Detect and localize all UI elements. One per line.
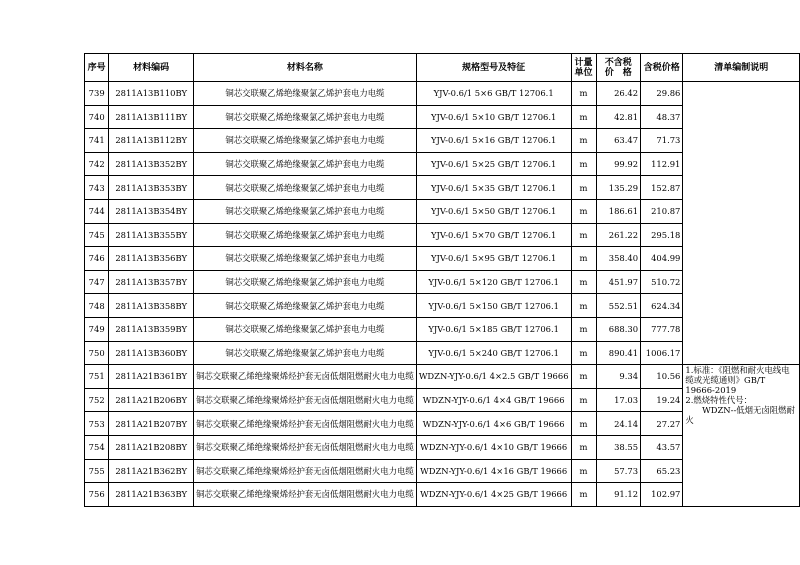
cell-unit: m xyxy=(571,388,596,412)
cell-code: 2811A21B363BY xyxy=(109,483,194,507)
cell-spec: WDZN-YJY-0.6/1 4×4 GB/T 19666 xyxy=(416,388,571,412)
cell-price-ex-tax: 91.12 xyxy=(596,483,641,507)
cell-spec: WDZN-YJY-0.6/1 4×16 GB/T 19666 xyxy=(416,459,571,483)
cell-price-inc-tax: 19.24 xyxy=(641,388,683,412)
cell-seq: 746 xyxy=(85,247,109,271)
header-spec: 规格型号及特征 xyxy=(416,54,571,82)
header-unit-line2: 单位 xyxy=(574,67,593,78)
cell-price-ex-tax: 688.30 xyxy=(596,317,641,341)
cell-code: 2811A13B360BY xyxy=(109,341,194,365)
notes-line3: WDZN--低烟无卤阻燃耐火 xyxy=(685,405,795,426)
cell-name: 铜芯交联聚乙烯绝缘聚氯乙烯护套电力电缆 xyxy=(194,317,417,341)
cell-code: 2811A21B362BY xyxy=(109,459,194,483)
cell-price-inc-tax: 112.91 xyxy=(641,152,683,176)
cell-code: 2811A13B357BY xyxy=(109,270,194,294)
cell-spec: YJV-0.6/1 5×50 GB/T 12706.1 xyxy=(416,199,571,223)
cell-price-ex-tax: 17.03 xyxy=(596,388,641,412)
header-seq: 序号 xyxy=(85,54,109,82)
cell-spec: YJV-0.6/1 5×150 GB/T 12706.1 xyxy=(416,294,571,318)
table-body xyxy=(85,82,800,507)
cell-name: 铜芯交联聚乙烯绝缘聚烯烃护套无卤低烟阻燃耐火电力电缆 xyxy=(194,483,417,507)
cell-unit: m xyxy=(571,270,596,294)
header-notes: 清单编制说明 xyxy=(683,54,800,82)
cell-seq: 755 xyxy=(85,459,109,483)
cell-unit: m xyxy=(571,129,596,153)
cell-spec: WDZN-YJY-0.6/1 4×2.5 GB/T 19666 xyxy=(416,365,571,389)
cell-code: 2811A21B207BY xyxy=(109,412,194,436)
cell-price-inc-tax: 102.97 xyxy=(641,483,683,507)
cell-name: 铜芯交联聚乙烯绝缘聚氯乙烯护套电力电缆 xyxy=(194,152,417,176)
cell-price-inc-tax: 152.87 xyxy=(641,176,683,200)
cell-spec: WDZN-YJY-0.6/1 4×10 GB/T 19666 xyxy=(416,435,571,459)
cell-unit: m xyxy=(571,483,596,507)
header-unit xyxy=(571,54,596,82)
cell-unit: m xyxy=(571,412,596,436)
header-price-ex-tax xyxy=(596,54,641,82)
cell-seq: 753 xyxy=(85,412,109,436)
cell-price-inc-tax: 65.23 xyxy=(641,459,683,483)
cell-seq: 750 xyxy=(85,341,109,365)
cell-name: 铜芯交联聚乙烯绝缘聚氯乙烯护套电力电缆 xyxy=(194,270,417,294)
cell-price-ex-tax: 890.41 xyxy=(596,341,641,365)
cell-spec: YJV-0.6/1 5×25 GB/T 12706.1 xyxy=(416,152,571,176)
cell-name: 铜芯交联聚乙烯绝缘聚氯乙烯护套电力电缆 xyxy=(194,176,417,200)
cell-spec: WDZN-YJY-0.6/1 4×25 GB/T 19666 xyxy=(416,483,571,507)
cell-seq: 745 xyxy=(85,223,109,247)
cell-price-ex-tax: 261.22 xyxy=(596,223,641,247)
cell-unit: m xyxy=(571,152,596,176)
cell-price-inc-tax: 1006.17 xyxy=(641,341,683,365)
cell-name: 铜芯交联聚乙烯绝缘聚氯乙烯护套电力电缆 xyxy=(194,82,417,106)
header-name: 材料名称 xyxy=(194,54,417,82)
header-code: 材料编码 xyxy=(109,54,194,82)
notes-cell xyxy=(683,365,800,507)
cell-spec: YJV-0.6/1 5×240 GB/T 12706.1 xyxy=(416,341,571,365)
cell-unit: m xyxy=(571,105,596,129)
cell-name: 铜芯交联聚乙烯绝缘聚氯乙烯护套电力电缆 xyxy=(194,223,417,247)
cell-price-inc-tax: 295.18 xyxy=(641,223,683,247)
cell-seq: 742 xyxy=(85,152,109,176)
cell-name: 铜芯交联聚乙烯绝缘聚氯乙烯护套电力电缆 xyxy=(194,294,417,318)
header-row xyxy=(85,54,800,82)
cell-code: 2811A13B359BY xyxy=(109,317,194,341)
cell-price-ex-tax: 358.40 xyxy=(596,247,641,271)
header-price-ex-tax-line2: 价 格 xyxy=(604,67,632,78)
cell-name: 铜芯交联聚乙烯绝缘聚氯乙烯护套电力电缆 xyxy=(194,341,417,365)
cell-name: 铜芯交联聚乙烯绝缘聚氯乙烯护套电力电缆 xyxy=(194,105,417,129)
price-list-table xyxy=(84,53,800,507)
cell-seq: 740 xyxy=(85,105,109,129)
cell-unit: m xyxy=(571,294,596,318)
cell-spec: YJV-0.6/1 5×16 GB/T 12706.1 xyxy=(416,129,571,153)
cell-unit: m xyxy=(571,365,596,389)
cell-spec: YJV-0.6/1 5×95 GB/T 12706.1 xyxy=(416,247,571,271)
cell-code: 2811A13B354BY xyxy=(109,199,194,223)
cell-seq: 754 xyxy=(85,435,109,459)
table-row xyxy=(85,365,800,389)
cell-seq: 741 xyxy=(85,129,109,153)
cell-price-ex-tax: 24.14 xyxy=(596,412,641,436)
cell-unit: m xyxy=(571,176,596,200)
header-price-ex-tax-line1: 不含税 xyxy=(604,57,632,68)
cell-seq: 748 xyxy=(85,294,109,318)
cell-price-ex-tax: 135.29 xyxy=(596,176,641,200)
header-price-inc-tax: 含税价格 xyxy=(641,54,683,82)
cell-name: 铜芯交联聚乙烯绝缘聚烯烃护套无卤低烟阻燃耐火电力电缆 xyxy=(194,388,417,412)
cell-name: 铜芯交联聚乙烯绝缘聚氯乙烯护套电力电缆 xyxy=(194,247,417,271)
cell-price-inc-tax: 71.73 xyxy=(641,129,683,153)
cell-unit: m xyxy=(571,341,596,365)
cell-unit: m xyxy=(571,223,596,247)
cell-price-ex-tax: 63.47 xyxy=(596,129,641,153)
cell-spec: YJV-0.6/1 5×35 GB/T 12706.1 xyxy=(416,176,571,200)
cell-code: 2811A13B352BY xyxy=(109,152,194,176)
cell-price-ex-tax: 9.34 xyxy=(596,365,641,389)
cell-unit: m xyxy=(571,459,596,483)
cell-price-inc-tax: 27.27 xyxy=(641,412,683,436)
cell-price-ex-tax: 99.92 xyxy=(596,152,641,176)
cell-price-ex-tax: 451.97 xyxy=(596,270,641,294)
cell-price-inc-tax: 29.86 xyxy=(641,82,683,106)
notes-line2: 2.燃烧特性代号： xyxy=(685,395,753,406)
cell-price-inc-tax: 404.99 xyxy=(641,247,683,271)
cell-price-ex-tax: 57.73 xyxy=(596,459,641,483)
cell-seq: 751 xyxy=(85,365,109,389)
cell-spec: WDZN-YJY-0.6/1 4×6 GB/T 19666 xyxy=(416,412,571,436)
cell-seq: 747 xyxy=(85,270,109,294)
cell-price-ex-tax: 42.81 xyxy=(596,105,641,129)
cell-seq: 744 xyxy=(85,199,109,223)
cell-seq: 756 xyxy=(85,483,109,507)
cell-code: 2811A13B112BY xyxy=(109,129,194,153)
cell-name: 铜芯交联聚乙烯绝缘聚烯烃护套无卤低烟阻燃耐火电力电缆 xyxy=(194,435,417,459)
cell-seq: 749 xyxy=(85,317,109,341)
cell-price-inc-tax: 48.37 xyxy=(641,105,683,129)
notes-line1: 1.标准：《阻燃和耐火电线电缆或光缆通则》GB/T 19666-2019 xyxy=(685,365,790,396)
cell-price-ex-tax: 552.51 xyxy=(596,294,641,318)
table-row xyxy=(85,82,800,106)
cell-seq: 739 xyxy=(85,82,109,106)
cell-spec: YJV-0.6/1 5×6 GB/T 12706.1 xyxy=(416,82,571,106)
cell-unit: m xyxy=(571,247,596,271)
cell-code: 2811A21B206BY xyxy=(109,388,194,412)
cell-code: 2811A21B361BY xyxy=(109,365,194,389)
cell-price-inc-tax: 510.72 xyxy=(641,270,683,294)
cell-price-ex-tax: 38.55 xyxy=(596,435,641,459)
cell-price-inc-tax: 43.57 xyxy=(641,435,683,459)
cell-code: 2811A13B111BY xyxy=(109,105,194,129)
cell-code: 2811A13B358BY xyxy=(109,294,194,318)
cell-price-inc-tax: 210.87 xyxy=(641,199,683,223)
cell-spec: YJV-0.6/1 5×10 GB/T 12706.1 xyxy=(416,105,571,129)
cell-code: 2811A13B110BY xyxy=(109,82,194,106)
cell-unit: m xyxy=(571,317,596,341)
cell-unit: m xyxy=(571,199,596,223)
cell-name: 铜芯交联聚乙烯绝缘聚氯乙烯护套电力电缆 xyxy=(194,199,417,223)
cell-name: 铜芯交联聚乙烯绝缘聚氯乙烯护套电力电缆 xyxy=(194,129,417,153)
cell-price-ex-tax: 26.42 xyxy=(596,82,641,106)
cell-price-inc-tax: 777.78 xyxy=(641,317,683,341)
cell-name: 铜芯交联聚乙烯绝缘聚烯烃护套无卤低烟阻燃耐火电力电缆 xyxy=(194,459,417,483)
cell-price-ex-tax: 186.61 xyxy=(596,199,641,223)
cell-code: 2811A13B353BY xyxy=(109,176,194,200)
cell-spec: YJV-0.6/1 5×185 GB/T 12706.1 xyxy=(416,317,571,341)
cell-seq: 743 xyxy=(85,176,109,200)
cell-seq: 752 xyxy=(85,388,109,412)
cell-code: 2811A13B356BY xyxy=(109,247,194,271)
cell-unit: m xyxy=(571,82,596,106)
cell-code: 2811A21B208BY xyxy=(109,435,194,459)
cell-price-inc-tax: 10.56 xyxy=(641,365,683,389)
cell-spec: YJV-0.6/1 5×120 GB/T 12706.1 xyxy=(416,270,571,294)
cell-price-inc-tax: 624.34 xyxy=(641,294,683,318)
notes-empty-cell xyxy=(683,82,800,365)
header-unit-line1: 计量 xyxy=(574,57,593,68)
cell-name: 铜芯交联聚乙烯绝缘聚烯烃护套无卤低烟阻燃耐火电力电缆 xyxy=(194,365,417,389)
cell-unit: m xyxy=(571,435,596,459)
cell-code: 2811A13B355BY xyxy=(109,223,194,247)
cell-spec: YJV-0.6/1 5×70 GB/T 12706.1 xyxy=(416,223,571,247)
cell-name: 铜芯交联聚乙烯绝缘聚烯烃护套无卤低烟阻燃耐火电力电缆 xyxy=(194,412,417,436)
